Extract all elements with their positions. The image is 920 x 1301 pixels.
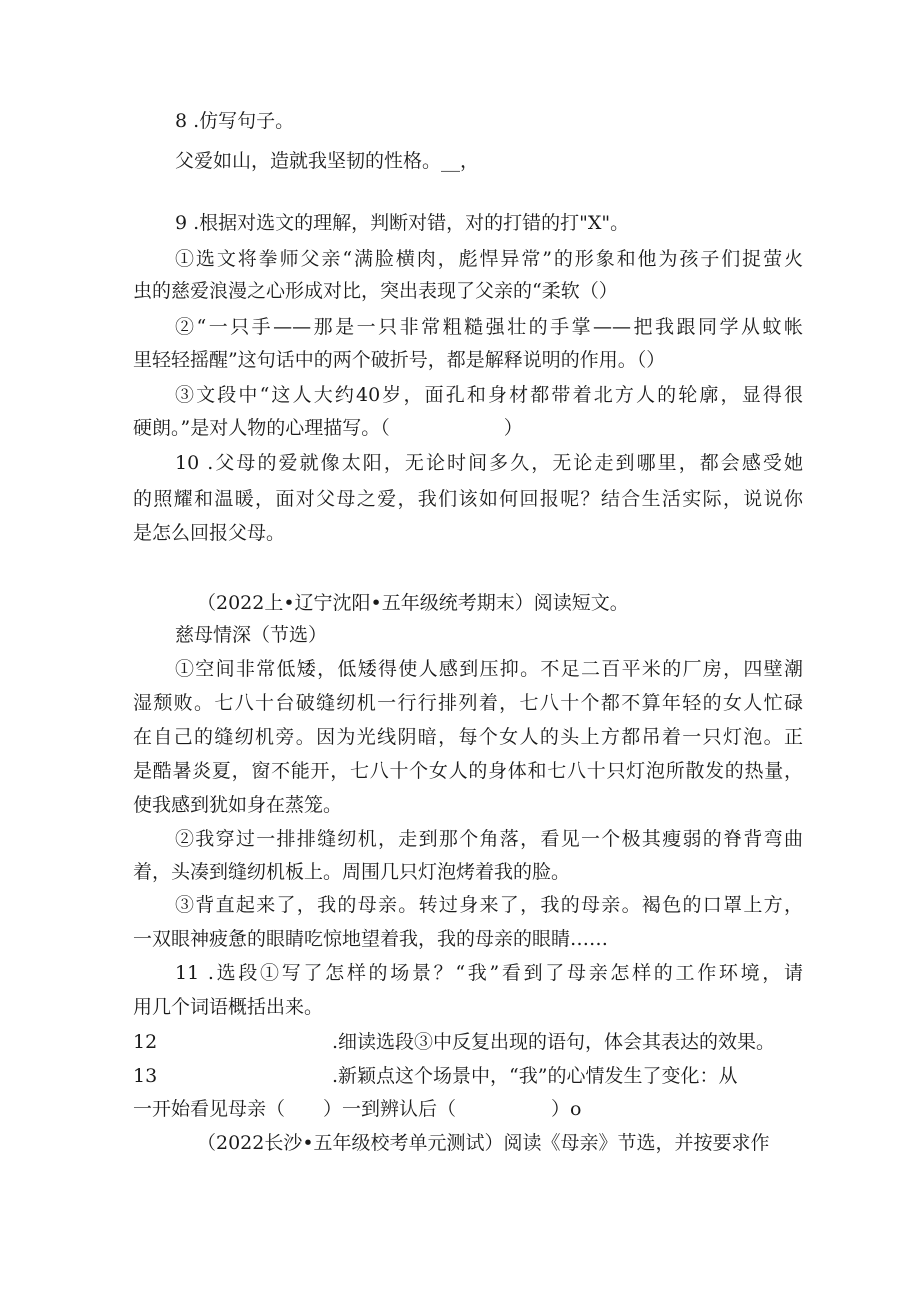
q10-line3: 是怎么回报父母。: [133, 522, 286, 544]
q9-item1-line1: ①选文将拳师父亲“满脸横肉，彪悍异常”的形象和他为孩子们捉萤火: [175, 248, 803, 270]
q9-title: 9 .根据对选文的理解，判断对错，对的打错的打"X"。: [175, 212, 630, 234]
q12-number: 12: [133, 1031, 158, 1053]
q8-title: 8 .仿写句子。: [175, 110, 295, 132]
passage-p2-line1: ②我穿过一排排缝纫机，走到那个角落，看见一个极其瘦弱的脊背弯曲: [175, 828, 803, 850]
passage-title: 慈母情深（节选）: [175, 624, 328, 646]
q10-line2: 的照耀和温暖，面对父母之爱，我们该如何回报呢？结合生活实际，说说你: [133, 488, 803, 510]
next-passage-source: （2022长沙•五年级校考单元测试）阅读《母亲》节选，并按要求作: [197, 1132, 770, 1154]
passage-source: （2022上•辽宁沈阳•五年级统考期末）阅读短文。: [197, 592, 629, 614]
passage-p3-line2: 一双眼神疲惫的眼睛吃惊地望着我，我的母亲的眼睛……: [133, 928, 609, 950]
q9-item3-line2: 硬朗。”是对人物的心理描写。（ ）: [133, 417, 523, 439]
q10-line1: 10 .父母的爱就像太阳，无论时间多久，无论走到哪里，都会感受她: [175, 452, 803, 474]
q9-item3-line1: ③文段中“这人大约40岁，面孔和身材都带着北方人的轮廓，显得很: [175, 384, 803, 406]
passage-p1-line4: 是酷暑炎夏，窗不能开，七八十个女人的身体和七八十只灯泡所散发的热量，: [133, 760, 803, 782]
q13-line2: 一开始看见母亲（ ）一到辨认后（ ）o: [133, 1098, 582, 1120]
q9-item2-line1: ②“一只手——那是一只非常粗糙强壮的手掌——把我跟同学从蚊帐: [175, 316, 803, 338]
passage-p1-line5: 使我感到犹如身在蒸笼。: [133, 794, 343, 816]
passage-p1-line1: ①空间非常低矮，低矮得使人感到压抑。不足二百平米的厂房，四壁潮: [175, 658, 803, 680]
q8-sentence: 父爱如山，造就我坚韧的性格。__，: [175, 150, 480, 172]
q9-item2-line2: 里轻轻摇醒”这句话中的两个破折号，都是解释说明的作用。（）: [133, 349, 666, 371]
q13-text: .新颖点这个场景中，“我”的心情发生了变化：从: [332, 1065, 738, 1087]
passage-p1-line3: 在自己的缝纫机旁。因为光线阴暗，每个女人的头上方都吊着一只灯泡。正: [133, 726, 803, 748]
q9-item1-line2: 虫的慈爱浪漫之心形成对比，突出表现了父亲的“柔软（）: [133, 280, 618, 302]
q11-line1: 11 .选段①写了怎样的场景？“我”看到了母亲怎样的工作环境，请: [175, 962, 803, 984]
passage-p1-line2: 湿颓败。七八十台破缝纫机一行行排列着，七八十个都不算年轻的女人忙碌: [133, 692, 803, 714]
q13-number: 13: [133, 1065, 158, 1087]
q12-text: .细读选段③中反复出现的语句，体会其表达的效果。: [332, 1031, 776, 1053]
q11-line2: 用几个词语概括出来。: [133, 996, 324, 1018]
passage-p2-line2: 着，头凑到缝纫机板上。周围几只灯泡烤着我的脸。: [133, 861, 571, 883]
passage-p3-line1: ③背直起来了，我的母亲。转过身来了，我的母亲。褐色的口罩上方，: [175, 894, 803, 916]
